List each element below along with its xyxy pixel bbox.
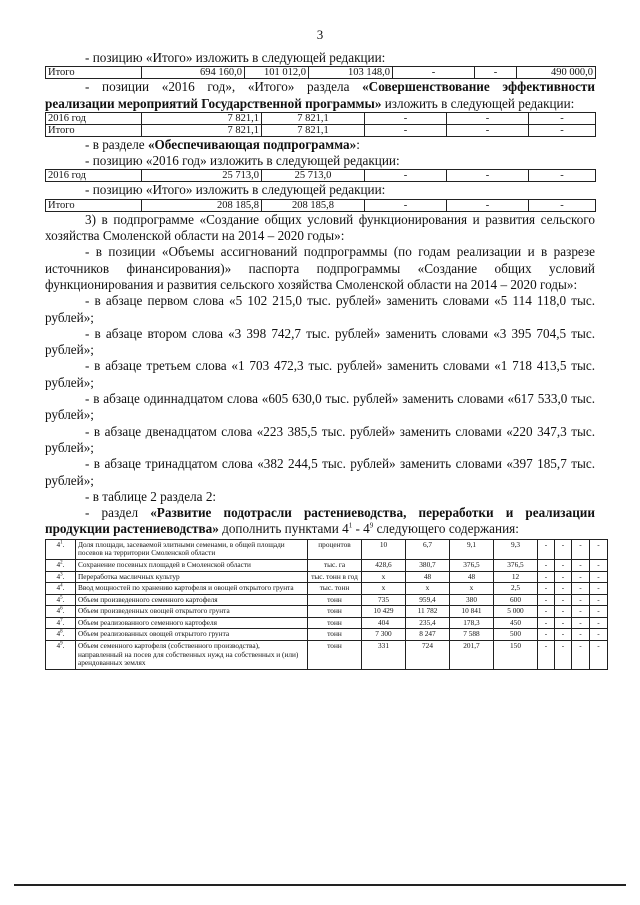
para-crop-section: [45, 505, 595, 538]
item-superscript: 4: [60, 583, 63, 589]
cell-value: 5 000: [494, 606, 538, 618]
cell-unit: тонн: [308, 629, 362, 641]
cell: -: [529, 199, 596, 211]
cell-value: 9,1: [450, 539, 494, 559]
item-number: 4: [56, 594, 61, 604]
cell: -: [365, 112, 447, 124]
cell-value: 10 429: [362, 606, 406, 618]
para-abzac-11: - в абзаце одиннадцатом слова «605 630,0 тыс. рублей» заменить словами «617 533,0 тыс. рублей»;: [45, 391, 595, 423]
cell-value: 150: [494, 641, 538, 670]
table-support-2016: [45, 169, 596, 182]
cell-value: 380: [450, 594, 494, 606]
text-part: :: [356, 136, 360, 152]
cell-number: [46, 594, 76, 606]
cell-dash: -: [555, 571, 572, 583]
cell-dash: -: [555, 606, 572, 618]
section-title: «Совершенствование эффективности реализации мероприятий Государственной программы»: [45, 79, 596, 111]
cell-value: 404: [362, 617, 406, 629]
cell-value: 12: [494, 571, 538, 583]
item-number: 4: [56, 629, 61, 639]
cell-dash: -: [572, 583, 590, 595]
cell-dash: -: [590, 617, 608, 629]
item-dot: .: [62, 539, 65, 549]
cell-unit: тыс. тонн в год: [308, 571, 362, 583]
cell-value: 500: [494, 629, 538, 641]
cell-value: 600: [494, 594, 538, 606]
item-number: 4: [56, 539, 61, 549]
item-dot: .: [62, 629, 65, 639]
item-superscript: 9: [60, 641, 63, 647]
cell-dash: -: [572, 641, 590, 670]
document-body: [45, 50, 600, 670]
superscript: 1: [348, 522, 353, 531]
cell: Итого: [46, 124, 142, 136]
para-abzac-2: - в абзаце втором слова «3 398 742,7 тыс. рублей» заменить словами «3 395 704,5 тыс. рублей»;: [45, 325, 595, 358]
table-row: [46, 559, 608, 571]
text-part: - в разделе: [85, 136, 148, 152]
item-dot: .: [62, 571, 65, 581]
item-number: 4: [56, 641, 61, 651]
cell-number: [46, 583, 76, 595]
item-superscript: 2: [60, 560, 63, 566]
cell-name: Объем реализованного семенного картофеля: [76, 617, 308, 629]
cell: -: [529, 170, 596, 182]
item-number: 4: [56, 571, 61, 581]
cell-unit: тыс. тонн: [308, 583, 362, 595]
cell-number: [46, 606, 76, 618]
cell-dash: -: [572, 594, 590, 606]
table-row: [46, 617, 608, 629]
item-number: 4: [56, 559, 61, 569]
cell-dash: -: [590, 641, 608, 670]
cell-value: 2,5: [494, 583, 538, 595]
item-dot: .: [62, 594, 65, 604]
cell-dash: -: [572, 606, 590, 618]
item-number: 4: [56, 606, 61, 616]
cell-number: [46, 559, 76, 571]
cell-value: x: [362, 583, 406, 595]
cell-dash: -: [590, 583, 608, 595]
cell-unit: процентов: [308, 539, 362, 559]
cell-value: 10: [362, 539, 406, 559]
item-superscript: 6: [60, 606, 63, 612]
para-abzac-12: - в абзаце двенадцатом слова «223 385,5 тыс. рублей» заменить словами «220 347,3 тыс. рублей»;: [45, 423, 595, 455]
cell-dash: -: [572, 629, 590, 641]
indicators-table: [45, 539, 608, 670]
cell: 2016 год: [46, 170, 142, 182]
cell-dash: -: [555, 559, 572, 571]
para-section-efficiency: [45, 79, 595, 112]
cell-unit: тыс. га: [308, 559, 362, 571]
cell-dash: -: [538, 583, 555, 595]
cell: 208 185,8: [142, 199, 262, 211]
cell-dash: -: [538, 606, 555, 618]
item-dot: .: [62, 606, 65, 616]
superscript: 9: [369, 522, 374, 531]
cell-value: 11 782: [406, 606, 450, 618]
cell-value: 201,7: [450, 641, 494, 670]
cell-dash: -: [572, 617, 590, 629]
cell-dash: -: [555, 617, 572, 629]
text-part: дополнить пунктами 4: [218, 521, 349, 537]
table-itogo-total: [45, 66, 596, 79]
para-passport: - в позиции «Объемы ассигнований подпрограммы (по годам реализации и в разрезе источников финансирования)» паспорта подпрограммы «Создание общих условий функционирования и развития сельского хозяйства Смоленской области на 2014 – 2020 годы»:: [45, 244, 595, 292]
cell-unit: тонн: [308, 606, 362, 618]
table-row: [46, 594, 608, 606]
item-superscript: 8: [60, 630, 63, 636]
cell-value: 9,3: [494, 539, 538, 559]
para-abzac-1: - в абзаце первом слова «5 102 215,0 тыс. рублей» заменить словами «5 114 118,0 тыс. рублей»;: [45, 293, 595, 325]
cell: 7 821,1: [142, 124, 262, 136]
cell: -: [393, 67, 475, 79]
cell: Итого: [46, 199, 142, 211]
cell-name: Доля площади, засеваемой элитными семенами, в общей площади посевов на территории Смоленской области: [76, 539, 308, 559]
table-row: [46, 629, 608, 641]
table-efficiency: [45, 112, 596, 137]
text-part: - раздел: [85, 505, 151, 521]
cell: -: [365, 199, 447, 211]
cell-value: 735: [362, 594, 406, 606]
cell: -: [365, 124, 447, 136]
cell-dash: -: [572, 571, 590, 583]
item-superscript: 5: [60, 595, 63, 601]
table-row: [46, 170, 596, 182]
text-part: следующего содержания:: [373, 521, 519, 537]
cell-value: x: [362, 571, 406, 583]
cell: 7 821,1: [142, 112, 262, 124]
table-row: [46, 124, 596, 136]
cell-value: 724: [406, 641, 450, 670]
cell-value: 959,4: [406, 594, 450, 606]
cell-unit: тонн: [308, 594, 362, 606]
cell-dash: -: [590, 594, 608, 606]
cell: -: [447, 124, 529, 136]
para-itogo-2: - позицию «Итого» изложить в следующей редакции:: [85, 182, 386, 198]
cell-name: Объем произведенных овощей открытого грунта: [76, 606, 308, 618]
item-superscript: 1: [60, 540, 63, 546]
table-row: [46, 571, 608, 583]
cell: 25 713,0: [142, 170, 262, 182]
cell-value: x: [450, 583, 494, 595]
cell-dash: -: [538, 559, 555, 571]
cell: 103 148,0: [309, 67, 393, 79]
para-subprogram-3: 3) в подпрограмме «Создание общих условий функционирования и развития сельского хозяйства Смоленской области на 2014 – 2020 годы»:: [45, 211, 595, 244]
cell: -: [365, 170, 447, 182]
cell-dash: -: [538, 641, 555, 670]
footer-divider: [14, 884, 626, 886]
cell-dash: -: [590, 629, 608, 641]
cell: -: [447, 199, 529, 211]
cell-value: 178,3: [450, 617, 494, 629]
cell: Итого: [46, 67, 142, 79]
cell-value: 428,6: [362, 559, 406, 571]
table-row: [46, 641, 608, 670]
para-abzac-3: - в абзаце третьем слова «1 703 472,3 тыс. рублей» заменить словами «1 718 413,5 тыс. рублей»;: [45, 358, 595, 390]
cell-value: x: [406, 583, 450, 595]
cell-value: 6,7: [406, 539, 450, 559]
cell-value: 48: [450, 571, 494, 583]
table-row: [46, 199, 596, 211]
table-row: [46, 539, 608, 559]
cell-dash: -: [555, 594, 572, 606]
table-row: [46, 606, 608, 618]
table-row: [46, 583, 608, 595]
cell-value: 10 841: [450, 606, 494, 618]
table-row: [46, 67, 596, 79]
cell-dash: -: [538, 617, 555, 629]
cell-dash: -: [555, 539, 572, 559]
cell-name: Ввод мощностей по хранению картофеля и овощей открытого грунта: [76, 583, 308, 595]
cell: -: [447, 112, 529, 124]
cell-dash: -: [555, 583, 572, 595]
cell-number: [46, 571, 76, 583]
cell-value: 376,5: [494, 559, 538, 571]
cell-value: 450: [494, 617, 538, 629]
cell-dash: -: [555, 641, 572, 670]
cell-dash: -: [538, 594, 555, 606]
cell: 25 713,0: [262, 170, 365, 182]
cell-value: 8 247: [406, 629, 450, 641]
cell-name: Объем произведенного семенного картофеля: [76, 594, 308, 606]
cell-name: Объем реализованных овощей открытого грунта: [76, 629, 308, 641]
item-dot: .: [62, 617, 65, 627]
cell: -: [447, 170, 529, 182]
para-itogo-1: - позицию «Итого» изложить в следующей редакции:: [85, 50, 386, 65]
item-superscript: 3: [60, 572, 63, 578]
cell: -: [529, 124, 596, 136]
item-dot: .: [62, 559, 65, 569]
para-2016: - позицию «2016 год» изложить в следующей редакции:: [85, 153, 400, 169]
cell-dash: -: [590, 606, 608, 618]
cell-dash: -: [538, 571, 555, 583]
cell: -: [475, 67, 517, 79]
cell-dash: -: [572, 539, 590, 559]
cell-name: Переработка масличных культур: [76, 571, 308, 583]
para-table-2: - в таблице 2 раздела 2:: [85, 488, 217, 504]
cell-dash: -: [538, 539, 555, 559]
cell: 208 185,8: [262, 199, 365, 211]
cell-dash: -: [555, 629, 572, 641]
cell: 2016 год: [46, 112, 142, 124]
cell-value: 376,5: [450, 559, 494, 571]
cell-dash: -: [590, 539, 608, 559]
cell-unit: тонн: [308, 641, 362, 670]
cell-value: 380,7: [406, 559, 450, 571]
item-number: 4: [56, 617, 61, 627]
cell-value: 7 300: [362, 629, 406, 641]
page-number: 3: [316, 27, 324, 42]
item-superscript: 7: [60, 618, 63, 624]
cell-number: [46, 617, 76, 629]
section-title: «Развитие подотрасли растениеводства, переработки и реализации продукции растениеводства»: [45, 505, 595, 537]
para-support-subprogram: [45, 137, 595, 153]
cell-name: Объем семенного картофеля (собственного производства), направленный на посев для собственных нужд на собственных и (или) арендованных землях: [76, 641, 308, 670]
cell-number: [46, 629, 76, 641]
para-abzac-13: - в абзаце тринадцатом слова «382 244,5 тыс. рублей» заменить словами «397 185,7 тыс. рублей»;: [45, 456, 595, 488]
table-support-total: [45, 199, 596, 212]
cell: 7 821,1: [262, 112, 365, 124]
cell: 694 160,0: [142, 67, 245, 79]
text-part: - 4: [352, 521, 370, 537]
indicators-body: [46, 539, 608, 669]
cell-name: Сохранение посевных площадей в Смоленской области: [76, 559, 308, 571]
cell-value: 7 588: [450, 629, 494, 641]
cell-dash: -: [572, 559, 590, 571]
text-part: - позиции «2016 год», «Итого» раздела: [85, 79, 363, 95]
cell-value: 235,4: [406, 617, 450, 629]
cell-unit: тонн: [308, 617, 362, 629]
cell: 490 000,0: [517, 67, 596, 79]
item-dot: .: [62, 583, 65, 593]
table-row: [46, 112, 596, 124]
cell: 101 012,0: [245, 67, 309, 79]
cell-dash: -: [590, 559, 608, 571]
cell: -: [529, 112, 596, 124]
item-number: 4: [56, 583, 61, 593]
section-title: «Обеспечивающая подпрограмма»: [147, 136, 357, 152]
cell-number: [46, 539, 76, 559]
cell-dash: -: [590, 571, 608, 583]
cell-number: [46, 641, 76, 670]
cell-dash: -: [538, 629, 555, 641]
cell-value: 48: [406, 571, 450, 583]
cell: 7 821,1: [262, 124, 365, 136]
cell-value: 331: [362, 641, 406, 670]
item-dot: .: [62, 641, 65, 651]
text-part: изложить в следующей редакции:: [381, 95, 575, 111]
